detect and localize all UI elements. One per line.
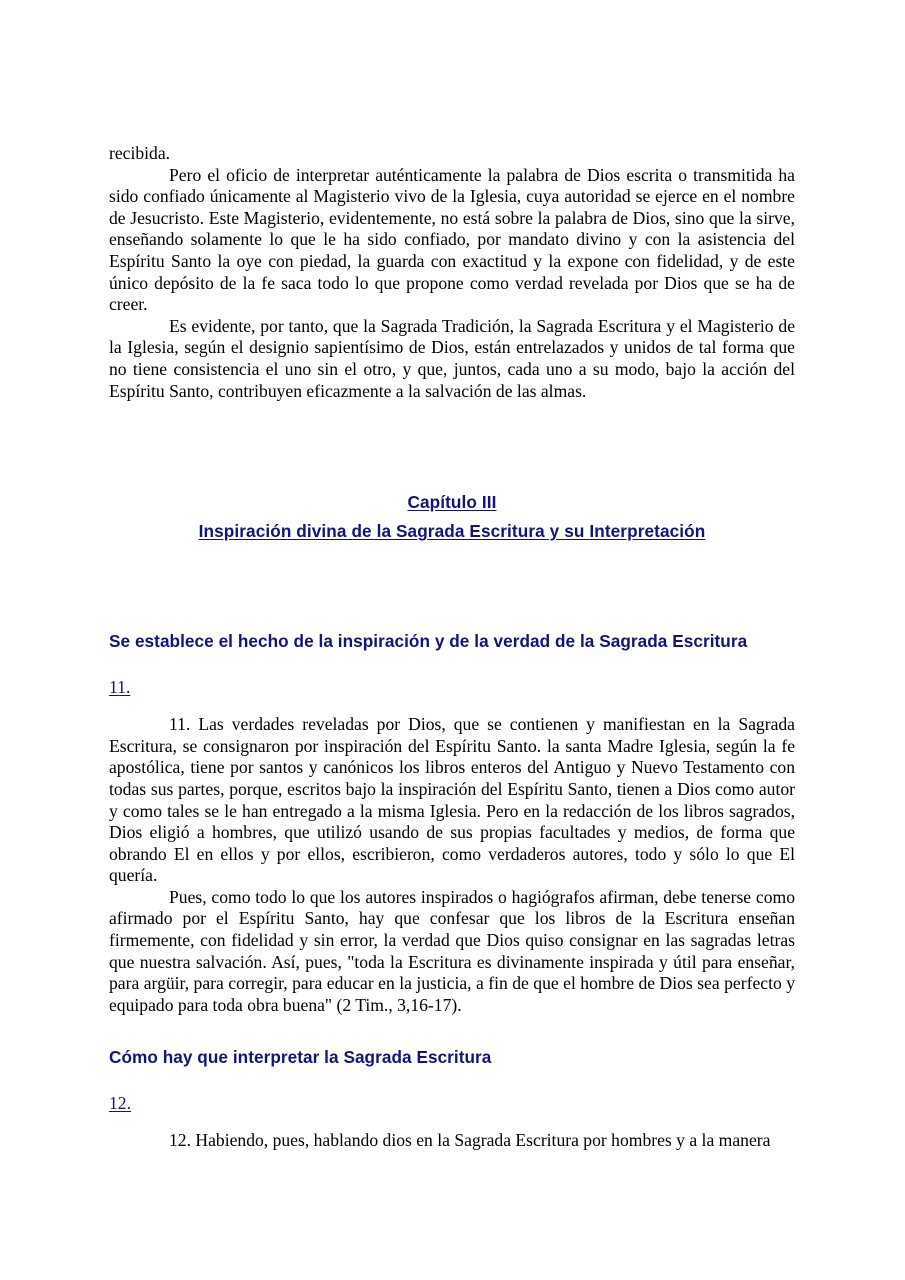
- paragraph-12-a: 12. Habiendo, pues, hablando dios en la Sagrada Escritura por hombres y a la manera: [169, 1130, 771, 1151]
- chapter-heading-block: [109, 488, 795, 546]
- document-content: [109, 143, 795, 1152]
- paragraph-11-a: 11. Las verdades reveladas por Dios, que se contienen y manifiestan en la Sagrada Escritura, se consignaron por inspiración del Espíritu Santo. la santa Madre Iglesia, según la fe apostólica, tiene por santos y canónicos los libros enteros del Antiguo y Nuevo Testamento con todas sus partes, porque, escritos bajo la inspiración del Espíritu Santo, tienen a Dios como autor y como tales se le han entregado a la misma Iglesia. Pero en la redacción de los libros sagrados, Dios eligió a hombres, que utilizó usando de sus propias facultades y medios, de forma que obrando El en ellos y por ellos, escribieron, como verdaderos autores, todo y sólo lo que El quería.: [109, 714, 795, 886]
- anchor-link-12[interactable]: 12.: [109, 1093, 131, 1114]
- spacer-after-chapter: [109, 546, 795, 600]
- spacer-after-anchor-12: [109, 1114, 795, 1130]
- spacer-before-anchor-12: [109, 1068, 795, 1092]
- anchor-row-12: [109, 1092, 795, 1114]
- anchor-link-11[interactable]: 11.: [109, 677, 131, 698]
- chapter-title-row: [109, 517, 795, 546]
- chapter-title[interactable]: Inspiración divina de la Sagrada Escritura y su Interpretación: [198, 521, 706, 542]
- section-heading-inspiracion: Se establece el hecho de la inspiración y de la verdad de la Sagrada Escritura: [109, 631, 748, 652]
- paragraph-magisterio: Pero el oficio de interpretar auténticamente la palabra de Dios escrita o transmitida ha sido confiado únicamente al Magisterio vivo de la Iglesia, cuya autoridad se ejerce en el nombre de Jesucristo. Este Magisterio, evidentemente, no está sobre la palabra de Dios, sino que la sirve, enseñando solamente lo que le ha sido confiado, por mandato divino y con la asistencia del Espíritu Santo la oye con piedad, la guarda con exactitud y la expone con fidelidad, y de este único depósito de la fe saca todo lo que propone como verdad revelada por Dios que se ha de creer.: [109, 164, 795, 315]
- anchor-row-11: [109, 676, 795, 698]
- chapter-number-row: [109, 488, 795, 517]
- paragraph-continuation: recibida.: [109, 143, 171, 163]
- chapter-number[interactable]: Capítulo III: [407, 492, 497, 513]
- spacer-before-chapter-2: [109, 464, 795, 488]
- spacer-after-chapter-2: [109, 600, 795, 630]
- spacer-before-chapter: [109, 402, 795, 464]
- spacer-before-anchor-11: [109, 652, 795, 676]
- spacer-after-anchor-11: [109, 698, 795, 714]
- paragraph-11-b: Pues, como todo lo que los autores inspirados o hagiógrafos afirman, debe tenerse como afirmado por el Espíritu Santo, hay que confesar que los libros de la Escritura enseñan firmemente, con fidelidad y sin error, la verdad que Dios quiso consignar en las sagradas letras que nuestra salvación. Así, pues, "toda la Escritura es divinamente inspirada y útil para enseñar, para argüir, para corregir, para educar en la justicia, a fin de que el hombre de Dios sea perfecto y equipado para toda obra buena" (2 Tim., 3,16-17).: [109, 886, 795, 1015]
- spacer-before-section-2: [109, 1016, 795, 1046]
- section-heading-interpretacion: Cómo hay que interpretar la Sagrada Escritura: [109, 1047, 492, 1068]
- paragraph-tradicion-escritura: Es evidente, por tanto, que la Sagrada Tradición, la Sagrada Escritura y el Magisterio de la Iglesia, según el designio sapientísimo de Dios, están entrelazados y unidos de tal forma que no tiene consistencia el uno sin el otro, y que, juntos, cada uno a su modo, bajo la acción del Espíritu Santo, contribuyen eficazmente a la salvación de las almas.: [109, 315, 795, 401]
